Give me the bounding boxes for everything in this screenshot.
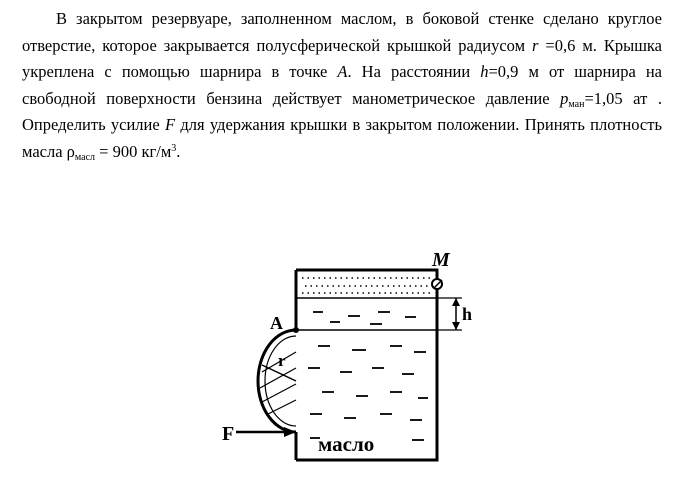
label-r: r [278, 351, 286, 370]
text-part-1: В закрытом резервуаре, заполненном маслом, в боковой стенке сделано круглое отверстие, которое закрывается полусферической крышкой радиусом [22, 9, 662, 55]
label-f: F [222, 423, 235, 445]
gas-region-dots [302, 278, 432, 293]
text-part-5: =1,05 ат . Определить усилие [22, 88, 662, 134]
text-part-2: =0,6 м. Крышка укреплена с помощью шарнира в точке [22, 35, 663, 81]
var-p-subscript: ман [568, 98, 585, 110]
var-p: p [560, 88, 569, 108]
hinge-a-marker [293, 327, 299, 333]
var-h: h [480, 62, 489, 81]
label-oil: масло [318, 432, 375, 456]
oil-hatching [308, 312, 428, 440]
label-m: M [432, 249, 450, 271]
text-part-7: = 900 кг/м [95, 141, 172, 161]
unit-superscript: 3 [171, 142, 177, 154]
rho-subscript: масл [74, 151, 96, 163]
dim-h-arrow-bottom [452, 322, 460, 330]
var-a: A [337, 62, 348, 81]
dim-h-arrow-top [452, 298, 460, 306]
var-r: r [532, 35, 539, 55]
text-part-6: для удержания крышки в закрытом положении. Принять плотность масла ρ [22, 115, 662, 161]
text-part-3: . На расстоянии [347, 62, 481, 81]
text-part-4: =0,9 м от шарнира на свободной поверхности бензина действует манометрическое давление [22, 62, 662, 108]
var-f: F [164, 115, 176, 134]
label-h: h [462, 304, 473, 324]
label-a: A [270, 313, 283, 333]
text-part-8: . [176, 141, 181, 161]
